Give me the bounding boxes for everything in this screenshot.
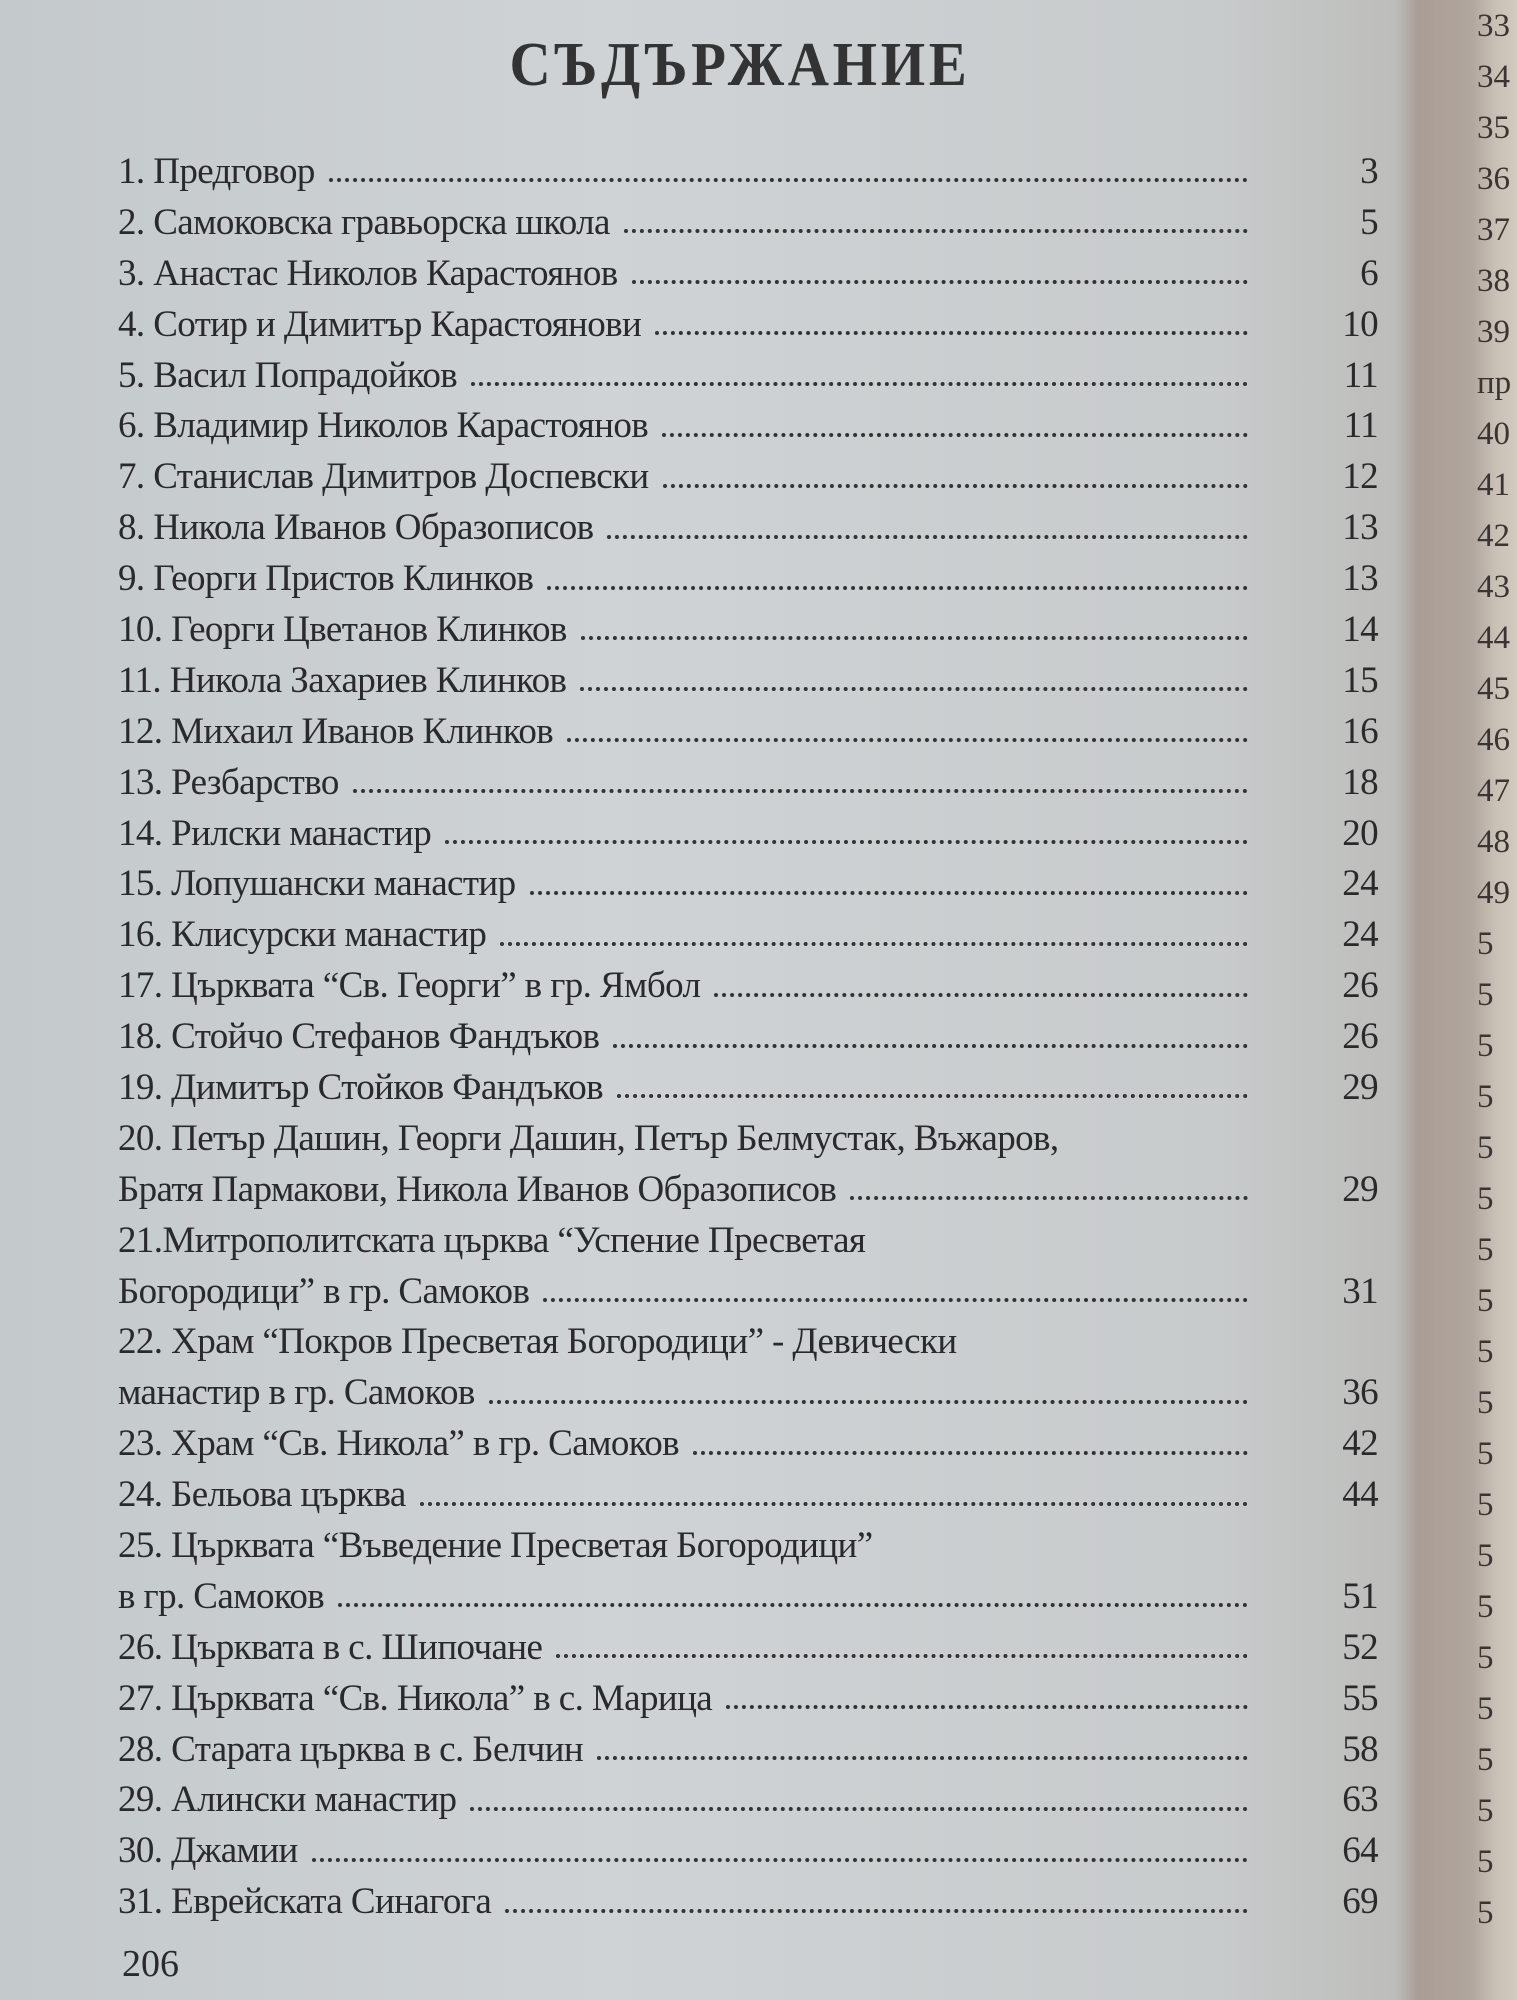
facing-page-fragment: 45 bbox=[1477, 671, 1510, 707]
entry-page: 11 bbox=[1343, 354, 1378, 396]
entry-page: 63 bbox=[1342, 1779, 1378, 1821]
facing-page-fragment: 49 bbox=[1477, 875, 1510, 911]
toc-line bbox=[118, 604, 1378, 655]
toc-line bbox=[118, 909, 1378, 960]
dot-leader bbox=[470, 1807, 1248, 1811]
toc-line bbox=[118, 1062, 1378, 1113]
toc-line bbox=[118, 197, 1378, 248]
entry-page: 42 bbox=[1342, 1423, 1378, 1465]
dot-leader bbox=[726, 1705, 1248, 1709]
dot-leader bbox=[597, 1756, 1248, 1760]
toc-entry bbox=[118, 1673, 1378, 1724]
entry-title: 31. Еврейската Синагога bbox=[118, 1881, 492, 1923]
entry-page: 55 bbox=[1342, 1677, 1378, 1719]
facing-page-fragment: 36 bbox=[1477, 161, 1510, 197]
facing-page-fragment: 40 bbox=[1477, 416, 1510, 452]
entry-page: 36 bbox=[1342, 1372, 1378, 1414]
dot-leader bbox=[543, 1298, 1248, 1302]
toc-entry bbox=[118, 1825, 1378, 1876]
toc-line bbox=[118, 655, 1378, 706]
toc-entry bbox=[118, 146, 1378, 197]
facing-page-fragment: 38 bbox=[1477, 263, 1510, 299]
toc-line bbox=[118, 451, 1378, 502]
entry-page: 52 bbox=[1342, 1626, 1378, 1668]
dot-leader bbox=[632, 280, 1248, 284]
toc-line bbox=[118, 1673, 1378, 1724]
toc-line bbox=[118, 299, 1378, 350]
entry-title: 2. Самоковска гравьорска школа bbox=[118, 201, 610, 243]
toc-entry bbox=[118, 553, 1378, 604]
dot-leader bbox=[624, 229, 1248, 233]
entry-page: 12 bbox=[1342, 456, 1378, 498]
toc-entry bbox=[118, 808, 1378, 859]
dot-leader bbox=[567, 738, 1248, 742]
entry-page: 3 bbox=[1360, 150, 1378, 192]
entry-title: 4. Сотир и Димитър Карастоянови bbox=[118, 303, 642, 345]
entry-title: 30. Джамии bbox=[118, 1830, 298, 1872]
entry-title: 5. Васил Попрадойков bbox=[118, 354, 458, 396]
toc-line bbox=[118, 1825, 1378, 1876]
facing-page-fragment: 5 bbox=[1477, 1793, 1494, 1829]
toc-entry bbox=[118, 1876, 1378, 1927]
entry-page: 31 bbox=[1342, 1270, 1378, 1312]
toc-line bbox=[118, 1469, 1378, 1520]
entry-title: 7. Станислав Димитров Доспевски bbox=[118, 456, 649, 498]
facing-page-fragment: 5 bbox=[1477, 1232, 1494, 1268]
entry-title: 20. Петър Дашин, Георги Дашин, Петър Белмустак, Въжаров, bbox=[118, 1117, 1059, 1159]
toc-line bbox=[118, 1571, 1378, 1622]
facing-page-fragment: 39 bbox=[1477, 314, 1510, 350]
dot-leader bbox=[662, 433, 1248, 437]
dot-leader bbox=[613, 1044, 1248, 1048]
toc-line bbox=[118, 1316, 1378, 1367]
entry-title: 12. Михаил Иванов Клинков bbox=[118, 710, 554, 752]
toc-line bbox=[118, 1724, 1378, 1775]
toc-entry bbox=[118, 1316, 1378, 1418]
entry-page: 18 bbox=[1342, 761, 1378, 803]
entry-page: 26 bbox=[1342, 965, 1378, 1007]
toc-line bbox=[118, 502, 1378, 553]
toc-entry bbox=[118, 655, 1378, 706]
toc-entry bbox=[118, 1011, 1378, 1062]
facing-page-fragment: 37 bbox=[1477, 212, 1510, 248]
entry-title: 1. Предговор bbox=[118, 150, 315, 192]
entry-title: 22. Храм “Покров Пресветая Богородици” - Девически bbox=[118, 1321, 957, 1363]
entry-title: 6. Владимир Николов Карастоянов bbox=[118, 405, 649, 447]
entry-page: 14 bbox=[1342, 608, 1378, 650]
toc-line bbox=[118, 1520, 1378, 1571]
toc-entry bbox=[118, 350, 1378, 401]
entry-page: 11 bbox=[1343, 405, 1378, 447]
facing-page-fragment: 5 bbox=[1477, 1181, 1494, 1217]
dot-leader bbox=[489, 1400, 1248, 1404]
entry-title: 14. Рилски манастир bbox=[118, 812, 432, 854]
entry-page: 24 bbox=[1342, 863, 1378, 905]
entry-title: Братя Пармакови, Никола Иванов Образописов bbox=[118, 1168, 837, 1210]
facing-page-fragment: 5 bbox=[1477, 926, 1494, 962]
entry-title: 28. Старата църква в с. Белчин bbox=[118, 1728, 584, 1770]
toc-line bbox=[118, 1113, 1378, 1164]
entry-title: 24. Бельова църква bbox=[118, 1474, 406, 1516]
toc-line bbox=[118, 1266, 1378, 1317]
toc-entry bbox=[118, 1215, 1378, 1317]
toc-entry bbox=[118, 757, 1378, 808]
toc-entry bbox=[118, 299, 1378, 350]
dot-leader bbox=[617, 1094, 1248, 1098]
dot-leader bbox=[505, 1909, 1248, 1913]
toc-entry bbox=[118, 197, 1378, 248]
facing-page-fragment: 34 bbox=[1477, 59, 1510, 95]
entry-page: 15 bbox=[1342, 659, 1378, 701]
facing-page-fragment: 5 bbox=[1477, 1691, 1494, 1727]
dot-leader bbox=[607, 535, 1248, 539]
toc-line bbox=[118, 146, 1378, 197]
entry-title: 19. Димитър Стойков Фандъков bbox=[118, 1066, 603, 1108]
facing-page-fragment: 5 bbox=[1477, 1640, 1494, 1676]
entry-page: 5 bbox=[1360, 201, 1378, 243]
entry-title: 11. Никола Захариев Клинков bbox=[118, 659, 567, 701]
facing-page-fragment: пр bbox=[1477, 365, 1512, 401]
facing-page-fragment: 5 bbox=[1477, 1538, 1494, 1574]
entry-page: 64 bbox=[1342, 1830, 1378, 1872]
toc-entry bbox=[118, 1469, 1378, 1520]
toc-entry bbox=[118, 1418, 1378, 1469]
page-title: СЪДЪРЖАНИЕ bbox=[509, 31, 971, 99]
toc-line bbox=[118, 248, 1378, 299]
dot-leader bbox=[420, 1502, 1248, 1506]
facing-page-fragment: 41 bbox=[1477, 467, 1510, 503]
facing-page-fragment: 5 bbox=[1477, 1130, 1494, 1166]
entry-title: Богородици” в гр. Самоков bbox=[118, 1270, 530, 1312]
entry-page: 29 bbox=[1342, 1168, 1378, 1210]
facing-page-fragment: 5 bbox=[1477, 1895, 1494, 1931]
entry-title: 29. Алински манастир bbox=[118, 1779, 457, 1821]
facing-page-fragment: 5 bbox=[1477, 1283, 1494, 1319]
dot-leader bbox=[471, 382, 1248, 386]
dot-leader bbox=[556, 1654, 1248, 1658]
facing-page-edge bbox=[1477, 8, 1517, 1946]
facing-page-fragment: 5 bbox=[1477, 1334, 1494, 1370]
toc-entry bbox=[118, 858, 1378, 909]
dot-leader bbox=[581, 636, 1248, 640]
toc-entry bbox=[118, 1622, 1378, 1673]
facing-page-fragment: 42 bbox=[1477, 518, 1510, 554]
entry-page: 29 bbox=[1342, 1066, 1378, 1108]
entry-page: 44 bbox=[1342, 1474, 1378, 1516]
facing-page-fragment: 5 bbox=[1477, 977, 1494, 1013]
facing-page-fragment: 44 bbox=[1477, 620, 1510, 656]
entry-title: 21.Митрополитската църква “Успение Пресветая bbox=[118, 1219, 866, 1261]
entry-page: 13 bbox=[1342, 507, 1378, 549]
entry-page: 6 bbox=[1360, 252, 1378, 294]
facing-page-fragment: 5 bbox=[1477, 1589, 1494, 1625]
dot-leader bbox=[850, 1196, 1248, 1200]
facing-page-fragment: 47 bbox=[1477, 773, 1510, 809]
entry-title: в гр. Самоков bbox=[118, 1575, 325, 1617]
entry-title: 26. Църквата в с. Шипочане bbox=[118, 1626, 543, 1668]
toc-line bbox=[118, 808, 1378, 859]
entry-page: 16 bbox=[1342, 710, 1378, 752]
facing-page-fragment: 5 bbox=[1477, 1436, 1494, 1472]
entry-title: 16. Клисурски манастир bbox=[118, 914, 487, 956]
entry-page: 51 bbox=[1342, 1575, 1378, 1617]
dot-leader bbox=[338, 1603, 1248, 1607]
toc-entry bbox=[118, 1520, 1378, 1622]
toc-line bbox=[118, 350, 1378, 401]
toc-entry bbox=[118, 960, 1378, 1011]
toc-entry bbox=[118, 451, 1378, 502]
toc-line bbox=[118, 400, 1378, 451]
toc-line bbox=[118, 1775, 1378, 1826]
dot-leader bbox=[445, 840, 1248, 844]
facing-page-fragment: 46 bbox=[1477, 722, 1510, 758]
toc-entry bbox=[118, 604, 1378, 655]
page-number: 206 bbox=[122, 1943, 179, 1985]
toc-entry bbox=[118, 400, 1378, 451]
dot-leader bbox=[500, 942, 1248, 946]
entry-title: 23. Храм “Св. Никола” в гр. Самоков bbox=[118, 1423, 680, 1465]
toc-entry bbox=[118, 248, 1378, 299]
facing-page-fragment: 5 bbox=[1477, 1028, 1494, 1064]
entry-title: 15. Лопушански манастир bbox=[118, 863, 516, 905]
toc-line bbox=[118, 1367, 1378, 1418]
entry-page: 10 bbox=[1342, 303, 1378, 345]
facing-page-fragment: 48 bbox=[1477, 824, 1510, 860]
entry-page: 13 bbox=[1342, 558, 1378, 600]
toc-line bbox=[118, 858, 1378, 909]
entry-title: 13. Резбарство bbox=[118, 761, 339, 803]
dot-leader bbox=[663, 484, 1248, 488]
dot-leader bbox=[329, 178, 1248, 182]
toc-entry bbox=[118, 706, 1378, 757]
dot-leader bbox=[714, 993, 1248, 997]
facing-page-fragment: 5 bbox=[1477, 1487, 1494, 1523]
dot-leader bbox=[655, 331, 1248, 335]
entry-title: 3. Анастас Николов Карастоянов bbox=[118, 252, 618, 294]
entry-page: 26 bbox=[1342, 1016, 1378, 1058]
entry-title: 9. Георги Пристов Клинков bbox=[118, 558, 534, 600]
facing-page-fragment: 43 bbox=[1477, 569, 1510, 605]
toc-entry bbox=[118, 909, 1378, 960]
entry-title: 17. Църквата “Св. Георги” в гр. Ямбол bbox=[118, 965, 701, 1007]
table-of-contents bbox=[118, 146, 1378, 1927]
entry-page: 24 bbox=[1342, 914, 1378, 956]
toc-entry bbox=[118, 502, 1378, 553]
dot-leader bbox=[580, 687, 1248, 691]
dot-leader bbox=[693, 1451, 1248, 1455]
toc-line bbox=[118, 757, 1378, 808]
entry-page: 69 bbox=[1342, 1881, 1378, 1923]
toc-line bbox=[118, 553, 1378, 604]
toc-line bbox=[118, 1164, 1378, 1215]
toc-line bbox=[118, 1011, 1378, 1062]
entry-title: 25. Църквата “Въведение Пресветая Богородици” bbox=[118, 1524, 873, 1566]
toc-line bbox=[118, 706, 1378, 757]
facing-page-fragment: 35 bbox=[1477, 110, 1510, 146]
facing-page-fragment: 5 bbox=[1477, 1079, 1494, 1115]
facing-page-fragment: 5 bbox=[1477, 1742, 1494, 1778]
toc-line bbox=[118, 960, 1378, 1011]
entry-title: 10. Георги Цветанов Клинков bbox=[118, 608, 567, 650]
toc-entry bbox=[118, 1775, 1378, 1826]
dot-leader bbox=[530, 891, 1248, 895]
dot-leader bbox=[547, 586, 1248, 590]
facing-page-fragment: 5 bbox=[1477, 1385, 1494, 1421]
facing-page-fragment: 5 bbox=[1477, 1844, 1494, 1880]
toc-entry bbox=[118, 1724, 1378, 1775]
dot-leader bbox=[312, 1858, 1248, 1862]
toc-entry bbox=[118, 1113, 1378, 1215]
entry-title: 18. Стойчо Стефанов Фандъков bbox=[118, 1016, 600, 1058]
toc-entry bbox=[118, 1062, 1378, 1113]
entry-title: 27. Църквата “Св. Никола” в с. Марица bbox=[118, 1677, 713, 1719]
entry-title: манастир в гр. Самоков bbox=[118, 1372, 475, 1414]
toc-line bbox=[118, 1418, 1378, 1469]
toc-line bbox=[118, 1215, 1378, 1266]
entry-title: 8. Никола Иванов Образописов bbox=[118, 507, 594, 549]
toc-line bbox=[118, 1876, 1378, 1927]
entry-page: 20 bbox=[1342, 812, 1378, 854]
dot-leader bbox=[353, 789, 1248, 793]
entry-page: 58 bbox=[1342, 1728, 1378, 1770]
facing-page-fragment: 33 bbox=[1477, 8, 1510, 44]
toc-line bbox=[118, 1622, 1378, 1673]
